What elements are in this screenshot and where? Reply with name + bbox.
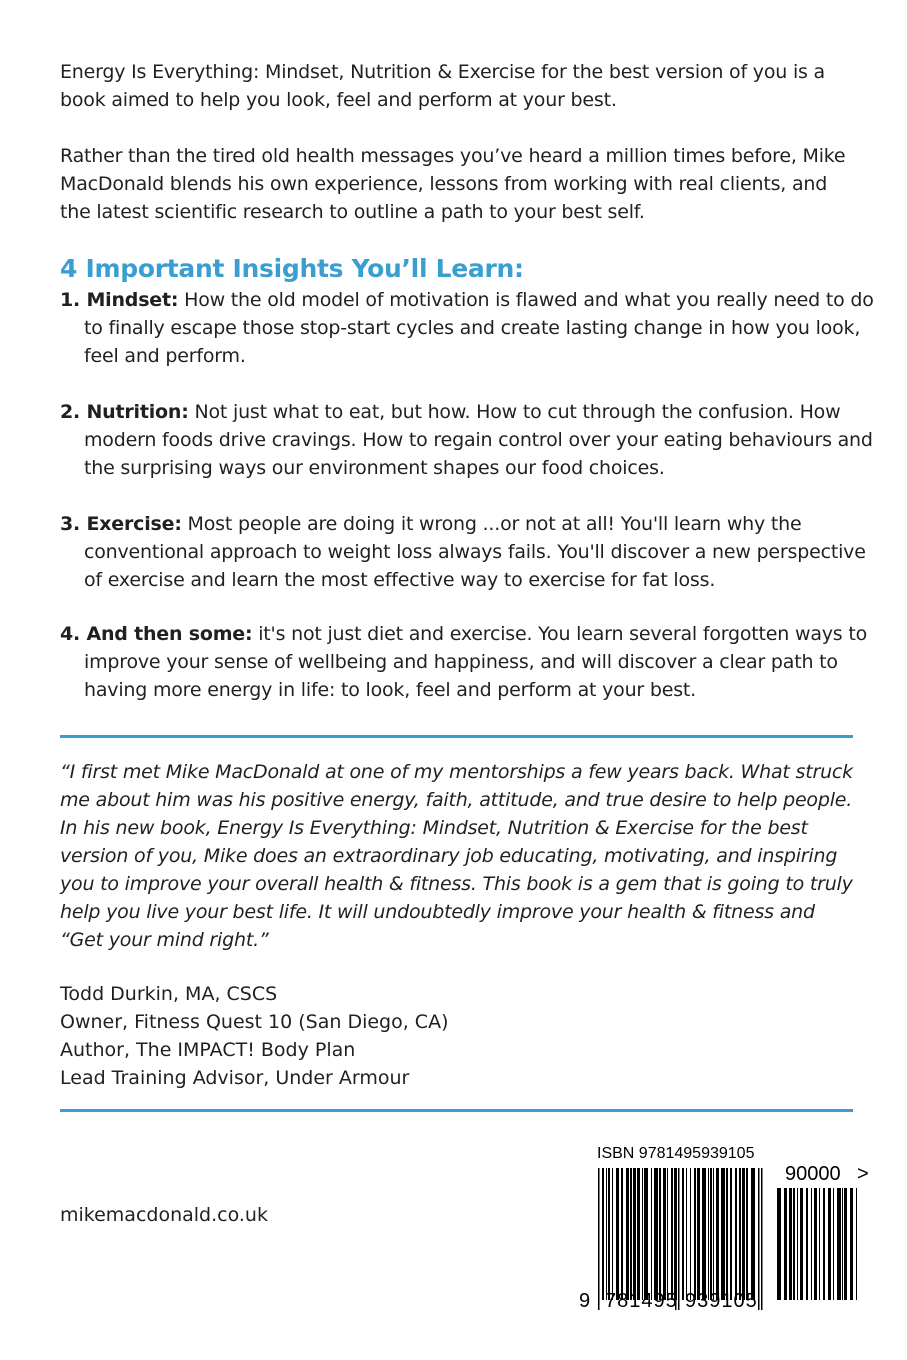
barcode-digit-first: 9: [579, 1290, 591, 1312]
barcode-bar: [823, 1188, 825, 1300]
barcode-bar: [686, 1168, 687, 1300]
barcode-bar: [814, 1188, 817, 1300]
isbn-label: ISBN 9781495939105: [597, 1145, 755, 1162]
barcode-bar: [642, 1168, 643, 1300]
insight-text: How the old model of motivation is flawed and what you really need to do to finally escape those stop-start cycles and create lasting change in how you look, feel and perform.: [84, 289, 874, 367]
barcode-bar: [602, 1168, 604, 1300]
attribution-line: Todd Durkin, MA, CSCS: [60, 983, 278, 1005]
barcode-bar: [742, 1168, 745, 1300]
website-url: mikemacdonald.co.uk: [60, 1204, 268, 1226]
barcode-bar: [735, 1168, 737, 1300]
isbn-barcode: [579, 1143, 875, 1333]
barcode-bar: [726, 1168, 728, 1300]
insights-heading: 4 Important Insights You’ll Learn:: [60, 254, 524, 283]
barcode-bar: [654, 1168, 658, 1300]
barcode-bar: [651, 1168, 652, 1300]
barcode-bar: [708, 1168, 709, 1300]
barcode-bar: [828, 1188, 831, 1300]
barcode-bar: [842, 1188, 843, 1300]
barcode-bar: [730, 1168, 732, 1300]
testimonial-attribution: [60, 980, 449, 1092]
intro-paragraph-1: Energy Is Everything: Mindset, Nutrition & Exercise for the best version of you is a book aimed to help you look, feel and perform at your best.: [60, 61, 826, 111]
attribution-line: Owner, Fitness Quest 10 (San Diego, CA): [60, 1011, 449, 1033]
insight-item: [60, 286, 879, 370]
insight-item: [60, 620, 879, 704]
barcode-bar: [710, 1168, 712, 1300]
barcode-bar: [713, 1168, 714, 1300]
barcode-bar: [789, 1188, 792, 1300]
barcode-guard-bar: [598, 1168, 600, 1310]
barcode-bar: [694, 1168, 696, 1300]
barcode-bar: [702, 1168, 706, 1300]
barcode-bar: [833, 1188, 834, 1300]
barcode-bar: [608, 1168, 610, 1300]
divider: [60, 1109, 853, 1112]
barcode-bar: [850, 1188, 853, 1300]
barcode-guard-bar: [675, 1168, 677, 1310]
barcode-bar: [797, 1188, 798, 1300]
barcode-bar: [630, 1168, 632, 1300]
barcode-guard-bar: [761, 1168, 763, 1310]
barcode-guard-bar: [758, 1168, 760, 1310]
divider: [60, 735, 853, 738]
insight-item: [60, 398, 879, 482]
insight-text: it's not just diet and exercise. You learn several forgotten ways to improve your sense of wellbeing and happiness, and will discover a clear path to having more energy in life: to look, feel and perform at your best.: [84, 623, 868, 701]
barcode-bar: [671, 1168, 673, 1300]
barcode-bar: [777, 1188, 781, 1300]
barcode-bar: [856, 1188, 857, 1300]
barcode-bar: [697, 1168, 700, 1300]
insight-label: 4. And then some:: [60, 623, 253, 645]
attribution-line: Author, The IMPACT! Body Plan: [60, 1039, 356, 1061]
barcode-digits-right: 939105: [685, 1290, 758, 1312]
barcode-bar: [606, 1168, 607, 1300]
barcode-bar: [819, 1188, 820, 1300]
barcode-bar: [721, 1168, 725, 1300]
insight-text: Most people are doing it wrong ...or not at all! You'll learn why the conventional approach to weight loss always fails. You'll discover a new perspective of exercise and learn the most effective way to exercise for fat loss.: [84, 513, 866, 591]
barcode-bar: [633, 1168, 636, 1300]
barcode-bar: [800, 1188, 803, 1300]
barcode-bar: [663, 1168, 666, 1300]
barcode-bar: [784, 1188, 787, 1300]
price-code: 90000: [785, 1163, 841, 1185]
barcode-bar: [806, 1188, 808, 1300]
barcode-bar: [751, 1168, 755, 1300]
testimonial-quote: “I first met Mike MacDonald at one of my mentorships a few years back. What struck me about him was his positive energy, faith, attitude, and true desire to help people. In his new book, Energy Is Everything: Mindset, Nutrition & Exercise for the best version of you, Mike does an extraordinary job educating, motivating, and inspiring you to improve your overall health & fitness. This book is a gem that is going to truly help you live your best life. It will undoubtedly improve your health & fitness and “Get your mind right.”: [60, 761, 853, 951]
intro-paragraph-2: Rather than the tired old health messages you’ve heard a million times before, Mike MacDonald blends his own experience, lessons from working with real clients, and the latest scientific research to outline a path to your best self.: [60, 145, 846, 223]
barcode-bar: [637, 1168, 640, 1300]
barcode-guard-bar: [678, 1168, 680, 1310]
price-arrow: >: [857, 1163, 869, 1185]
barcode-bar: [739, 1168, 741, 1300]
barcode-bar: [682, 1168, 684, 1300]
insight-label: 1. Mindset:: [60, 289, 179, 311]
barcode-bar: [659, 1168, 661, 1300]
barcode-bar: [616, 1168, 619, 1300]
barcode-bar: [746, 1168, 748, 1300]
barcode-bar: [837, 1188, 841, 1300]
insight-label: 3. Exercise:: [60, 513, 182, 535]
barcode-bar: [621, 1168, 623, 1300]
barcode-bar: [793, 1188, 795, 1300]
barcode-bar: [612, 1168, 613, 1300]
barcode-bar: [844, 1188, 847, 1300]
barcode-bar: [626, 1168, 629, 1300]
attribution-line: Lead Training Advisor, Under Armour: [60, 1067, 410, 1089]
barcode-bar: [667, 1168, 668, 1300]
barcode-bar: [811, 1188, 812, 1300]
barcode-digits-left: 781495: [605, 1290, 678, 1312]
insight-item: [60, 510, 879, 594]
barcode-bar: [716, 1168, 719, 1300]
barcode-bar: [690, 1168, 691, 1300]
insight-label: 2. Nutrition:: [60, 401, 189, 423]
barcode-bar: [644, 1168, 648, 1300]
insight-text: Not just what to eat, but how. How to cut through the confusion. How modern foods drive cravings. How to regain control over your eating behaviours and the surprising ways our environment shapes our food choices.: [84, 401, 873, 479]
barcode-bars: [585, 1143, 875, 1313]
